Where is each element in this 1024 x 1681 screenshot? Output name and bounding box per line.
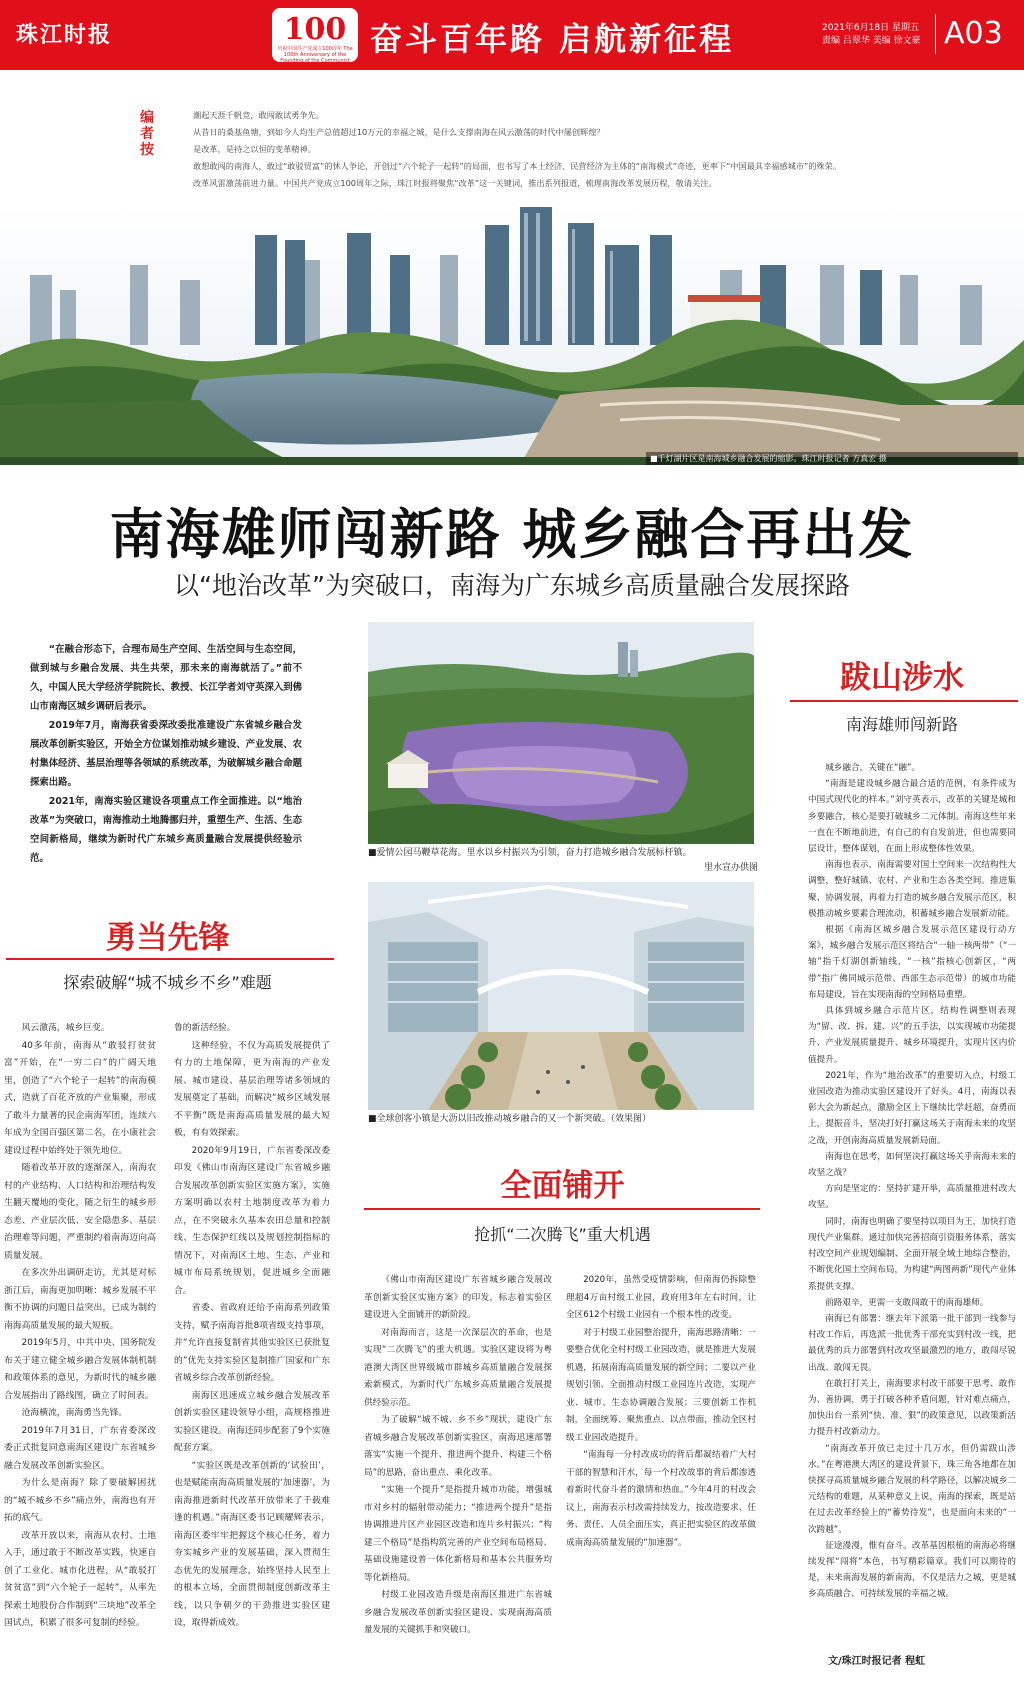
article-paragraph: 南海也表示，南海需要对国土空间来一次结构性大调整，整好城镇、农村、产业和生态各类空间。推进集聚、协调发展，再着力打造的城乡融合发展示范区，积极推动城乡要素合理流动，积蓄城乡融合发展新动能。 <box>808 860 1016 919</box>
editor-note-line: 是改革，是持之以恒的变革精神。 <box>193 144 316 154</box>
article-byline: 文/珠江时报记者 程虹 <box>828 1656 926 1667</box>
photo-verbena-flower-field <box>368 622 754 844</box>
article-paragraph: 对南海而言，这是一次深层次的革命，也是实现“二次腾飞”的重大机遇。实验区建设将为粤港澳大湾区世界级城市群城乡高质量融合发展探索新模式，为新时代广东城乡高质量融合发展提供经验示范。 <box>364 1327 552 1408</box>
sub-headline: 以“地治改革”为突破口，南海为广东城乡高质量融合发展探路 <box>174 571 850 600</box>
article-paragraph: 随着改革开放的逐渐深入，南海农村的产业结构、人口结构和治理结构发生翻天覆地的变化，随之衍生的城乡形态差、产业层次低、安全隐患多、基层治理难等问题，严重制约着南海迈向高质量发展。 <box>4 1163 156 1261</box>
article-paragraph: 风云激荡，城乡巨变。 <box>21 1023 110 1033</box>
main-headline: 南海雄师闯新路 城乡融合再出发 <box>109 503 915 566</box>
article-paragraph: 在敢打打关上，南海要求村改干部要干思考、敢作为、善协调，勇于打破各种矛盾问题，针对难点痛点，加快出台一系列“快、准、狠”的政策意见，以政策新活力提升村改新动力。 <box>808 1378 1016 1438</box>
section-middle-column-1 <box>364 1272 552 1640</box>
article-paragraph: 鲁的新活经验。 <box>174 1023 236 1033</box>
section-title-right: 跋山涉水 <box>840 660 964 696</box>
photo1-caption: ■爱情公园马鞭草花海。里水以乡村振兴为引领，奋力打造城乡融合发展标杆镇。 <box>368 848 692 858</box>
article-paragraph: 为什么是南海？除了要破解困扰的“城不城乡不乡”痛点外，南海也有开拓的底气。 <box>4 1478 156 1523</box>
section-subtitle-middle: 抢抓“二次腾飞”重大机遇 <box>474 1225 651 1244</box>
article-paragraph: 省委、省政府还给予南海系列政策支持，赋予南海首批8项省级支持事项，并“允许直接复制省其他实验区已获批复的”优先支持实验区复制推广国家和广东省城乡综合改革创新经验。 <box>174 1303 330 1383</box>
section-left-column-2 <box>174 1020 330 1633</box>
centenary-logo-number: 100 <box>283 12 347 47</box>
hero-photo-caption: ■千灯湖片区是南海城乡融合发展的缩影。珠江时报记者 方真宏 摄 <box>646 452 1018 465</box>
photo1-caption-block <box>368 846 758 876</box>
section-title-left: 勇当先锋 <box>105 920 230 956</box>
editor-note-line: 敢想敢闯的南海人，敢过“敢驳贸富”的怵人争论，开创过“六个轮子一起转”的局面，也书写了本土经济、民营经济为主体的“南海模式”奇迹，更率下“中国最具幸福感城市”的殊荣。 <box>193 161 841 171</box>
editor-note-line: 改革风雷激荡前进力量。中国共产党成立100周年之际，珠江时报将聚焦“改革”这一关键词，推出系列报道，梳理南海改革发展历程，敬请关注。 <box>193 178 717 188</box>
issue-date: 2021年6月18日 星期五 <box>822 23 919 33</box>
header-meta <box>822 22 921 48</box>
article-paragraph: 对于村级工业园整治提升，南海思路清晰：一要整合优化全村村级工业园改造，就是推进大发展机遇，拓展南海高质量发展的新空间；二要以产业规划引领、全面推动村级工业园连片改造，实现产业、城市、生态协调融合发展；三要创新工作机制，全面统筹、聚焦重点、以点带面，推动全区村级工业园改造提升。 <box>566 1327 756 1443</box>
article-paragraph: 根据《南海区城乡融合发展示范区建设行动方案》，城乡融合发展示范区将结合“一轴一核两带”（“一轴”指千灯湖创新轴线，“一核”指核心创新区，“两带”指广佛同城示范带、西部生态示范带）的城市功能布局建设，旨在实现南海的空间格局重塑。 <box>808 925 1016 1000</box>
section-right-column <box>808 760 1016 1603</box>
section-middle-column-2 <box>566 1272 756 1552</box>
article-paragraph: 征途漫漫，惟有奋斗。改革基因根植的南海必将继续发挥“闯将”本色，书写精彩篇章。我们可以期待的是，未来南海发展的新南海，不仅是活力之城，更是城乡高质融合、可持续发展的幸福之城。 <box>808 1540 1016 1600</box>
newspaper-masthead: 珠江时报 <box>16 22 113 48</box>
article-paragraph: 在多次外出调研走访，尤其是对标浙江后，南海更加明晰：城乡发展不平衡不协调的问题日益突出，已成为制约南海高质量发展的最大短板。 <box>4 1268 156 1331</box>
header-slogan: 奋斗百年路 启航新征程 <box>370 20 735 58</box>
article-paragraph: “南海每一分村改成功的背后都凝结着广大村干部的智慧和汗水，每一个村改故事的背后都渗透着新时代奋斗者的激情和热血。”今年4月的村改会议上，南海表示村改需持续发力，按改造要求、任务、责任、人员全面压实，真正把实验区的改革做成南海高质量发展的“加速器”。 <box>566 1450 756 1548</box>
section-subtitle-right: 南海雄师闯新路 <box>845 715 958 734</box>
article-paragraph: 40多年前，南海从“敢驳打贫贫富”开始，在“一穷二白”的广阔天地里，创造了“六个轮子一起转”的南海模式，造就了百花齐放的产业集聚，形成了敢斗力量著的民企南海军团，连续六年成为全国百强区第二名，在小康社会建设过程中始终处于领先地位。 <box>4 1040 156 1156</box>
editor-note-line: 从昔日的桑基鱼塘，到如今人均生产总值超过10万元的幸福之城，是什么支撑南海在风云激荡的时代中屡创辉煌？ <box>193 127 605 137</box>
hero-photo-city-skyline <box>0 205 1024 465</box>
article-paragraph: “南海是建设城乡融合最合适的范例，有条件成为中国式现代化的样本。”刘守英表示，改革的关键是城和乡要融合，核心是要打破城乡二元体制。南海这些年来一直在不断地前进，有自己的有自发前进，但也需要同层设计，整体谋划，在面上形成整体性效果。 <box>808 779 1016 855</box>
article-paragraph: 2019年7月31日，广东省委深改委正式批复同意南海区建设广东省城乡融合发展改革创新实验区。 <box>4 1425 156 1471</box>
lead-paragraph: 2021年，南海实验区建设各项重点工作全面推进。以“地治改革”为突破口，南海推动土地腾挪归并，重塑生产、生活、生态空间新格局，继续为新时代广东城乡高质量融合发展提供经验示范。 <box>30 796 302 864</box>
section-left-column-1 <box>4 1020 156 1633</box>
article-paragraph: “南海改革开放已走过十几万水，但仍需跋山涉水。”在粤港澳大湾区的建设背景下，珠三角各地都在加快探寻高质量城乡融合发展的科学路径，以解决城乡二元结构的难题，从某种意义上说，南海的探索，既是站在过去改革经验上的“蓄势待发”，也是面向未来的“一次跨越”。 <box>808 1443 1016 1535</box>
article-paragraph: 方向是坚定的：坚持扩建开举，高质量推进村改大攻坚。 <box>808 1184 1016 1211</box>
editor-note <box>193 107 883 192</box>
section-rule-left <box>6 958 334 960</box>
article-paragraph: 同时，南海也明确了要坚持以项目为王，加快打造现代产业集群。通过加快完善招商引资服务体系，落实村改空间产业规划编制、全面开展全域土地综合整治，不断优化国土空间布局，为构建“两图两新”现代产业体系提供支撑。 <box>808 1216 1016 1292</box>
article-paragraph: 村级工业园改造升级是南海区推进广东省城乡融合发展改革创新实验区建设、实现南海高质量发展的关键抓手和突破口。 <box>364 1590 552 1635</box>
photo2-caption: ■全球创客小镇是大沥以旧改推动城乡融合的又一个新突破。（效果图） <box>368 1114 652 1124</box>
lead-paragraph: “在融合形态下，合理布局生产空间、生活空间与生态空间，做到城与乡融合发展、共生共荣，那未来的南海就活了。”前不久，中国人民大学经济学院院长、教授、长江学者刘守英深入到佛山市南海区城乡调研后表示。 <box>30 644 302 712</box>
article-paragraph: 2020年，虽然受疫情影响，但南海仍拆除整理超4万亩村级工业园，政府用3年左右时间，让全区612个村级工业园有一个根本性的改变。 <box>566 1275 756 1320</box>
editor-note-line: 潮起天涯千帆竞，敢闯敢试勇争先。 <box>193 110 325 120</box>
article-paragraph: 南海也在思考，如何坚决打赢这场关乎南海未来的攻坚之战？ <box>808 1151 1016 1179</box>
article-paragraph: 2021年，作为“地治改革”的重要切入点，村级工业园改造为推动实验区建设开了好头。4月，南海以表彰大会为新起点，激励全区上下继续比学赶超，奋勇而上，提振音斗，坚决打好打赢这场关于南海未来的攻坚之战，开创南海高质量发展新局面。 <box>808 1070 1016 1146</box>
photo1-credit: 里水宣办供图 <box>703 863 758 873</box>
article-paragraph: 沧海横流，南海勇当先锋。 <box>21 1408 128 1418</box>
article-paragraph: 《佛山市南海区建设广东省城乡融合发展改革创新实验区实施方案》的印发，标志着实验区建设进入全面铺开的新阶段。 <box>364 1275 552 1320</box>
article-paragraph: 这种经验，不仅为高质发展提供了有力的土地保障，更为南海的产业发展、城市建设、基层治理等诸多领域的发展奠定了基础，而解决“城乡区域发展不平衡”既是南海高质量发展的最大短板，有有效探索。 <box>174 1040 330 1138</box>
article-paragraph: “实施一个提升”是指提升城市功能，增强城市对乡村的辐射带动能力；“推进两个提升”是指协调推进片区产业园区改造和连片乡村振兴；“构建三个格局”是指构筑完善的产业空间布局格局、基础设施建设普一体化新格局和基本公共服务均等化新格局。 <box>364 1485 552 1583</box>
article-paragraph: 前路艰辛，更需一支敢闯敢干的南海雄师。 <box>825 1297 989 1308</box>
article-paragraph: 南海已有部署：继去年下派第一批干部到一线参与村改工作后，再选派一批优秀干部充实到村改一线，把最优秀的兵力部署到村改攻坚最激烈的地方，敢闯尽锐出战、敢闯无畏。 <box>808 1313 1016 1373</box>
section-subtitle-left: 探索破解“城不城乡不乡”难题 <box>63 973 272 992</box>
article-lead <box>30 640 302 868</box>
article-paragraph: 改革开放以来，南海从农村、土地入手，通过敢于不断改革实践，快速自创了工业化、城市化进程，从“敢驳打贫贫富”到“六个轮子一起转”，从率先探索土地股份合作制到“三块地”改革全国试点，积累了很多可复制的经验。 <box>4 1530 156 1628</box>
centenary-logo-subtext: 庆祝中国共产党成立100周年 The 100th Anniversary of the Founding of the Communist Party of China <box>277 46 353 70</box>
photo-maker-town-rendering <box>368 882 754 1110</box>
lead-paragraph: 2019年7月，南海获省委深改委批准建设广东省城乡融合发展改革创新实验区，开始全方位谋划推动城乡建设、产业发展、农村集体经济、基层治理等各领域的系统改革，为破解城乡融合命题探索出路。 <box>30 720 302 788</box>
header-divider <box>935 14 936 54</box>
page-number: A03 <box>944 16 1003 51</box>
article-paragraph: 为了破解“城不城、乡不乡”现状，建设广东省城乡融合发展改革创新实验区，南海迅速部署落实“实施一个提升、推进两个提升、构建三个格局”的思路，奋出重点、乘化改革。 <box>364 1415 552 1478</box>
section-rule-right <box>790 700 1018 702</box>
editor-note-label: 编者按 <box>140 110 154 158</box>
centenary-logo <box>272 8 358 70</box>
article-paragraph: 南海区迅速成立城乡融合发展改革创新实验区建设领导小组，高规格推进实验区建设。南海还同步配套了9个实施配套方案。 <box>174 1390 330 1453</box>
article-paragraph: “实验区既是改革创新的‘试验田’，也是赋能南海高质量发展的‘加速器’，为南海推进新时代改革开放带来了千载难逢的机遇。”南海区委书记顾耀辉表示，南海区委牢牢把握这个核心任务，着力夯实城乡产业的发展基础，深入贯彻生态优先的发展理念，始终坚持人民至上的根本立场，全面贯彻制度创新改革主线，以只争朝夕的干劲推进实验区建设，取得新成效。 <box>174 1460 330 1628</box>
article-paragraph: 2019年5月，中共中央、国务院发布关于建立健全城乡融合发展体制机制和政策体系的意见，为新时代的城乡融合发展指出了路线图，确立了时间表。 <box>4 1338 156 1401</box>
section-rule-middle <box>364 1208 760 1210</box>
article-paragraph: 具体到城乡融合示范片区，结构性调整则表现为“留、改、拆、建、兴”的五手法，以实现城市功能提升、产业发展质量提升、城乡环境提升，实现片区内价值提升。 <box>808 1006 1016 1065</box>
article-paragraph: 城乡融合，关键在“融”。 <box>825 763 921 773</box>
editors-line: 责编 吕翠华 美编 徐文豪 <box>822 36 921 46</box>
section-title-middle: 全面铺开 <box>500 1168 625 1204</box>
article-paragraph: 2020年9月19日，广东省委深改委印发《佛山市南海区建设广东省城乡融合发展改革创新实验区实施方案》，实施方案明确以农村土地制度改革为着力点，在不突破永久基本农田总量和控制线、生态保护红线以及规划控制指标的情况下，对南海区土地、生态、产业和城市布局系统规划，促进城乡全面融合。 <box>174 1145 330 1296</box>
